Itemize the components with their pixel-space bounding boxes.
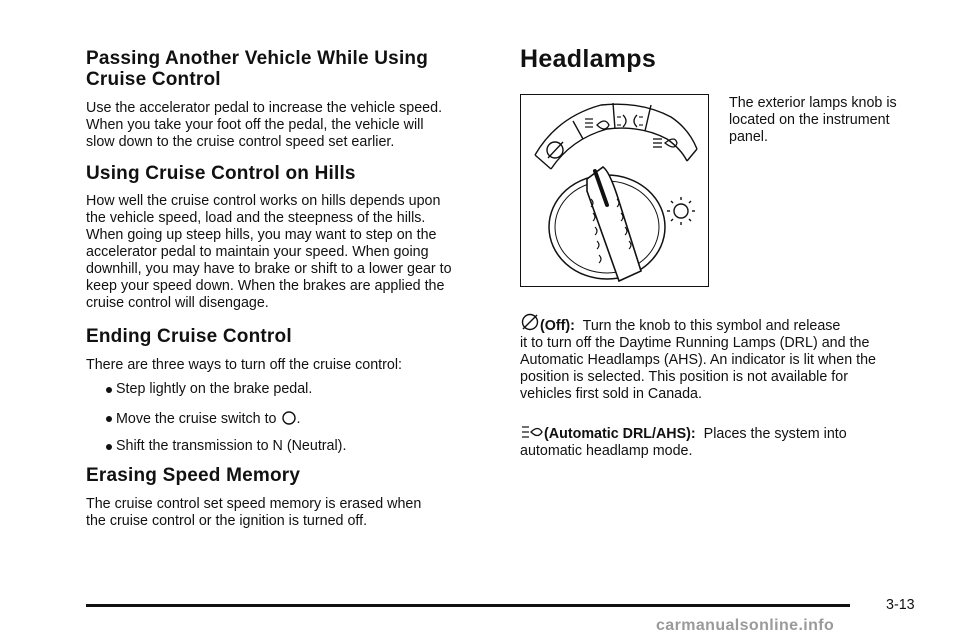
passing-heading-line2: Cruise Control: [86, 69, 221, 90]
auto-line: automatic headlamp mode.: [520, 443, 693, 459]
interior-lamp-icon: [667, 197, 695, 225]
passing-line: When you take your foot off the pedal, the vehicle will: [86, 117, 424, 133]
bullet-dot: [106, 416, 112, 422]
off-first-line: [520, 312, 920, 335]
auto-drl-icon: [520, 424, 544, 440]
bullet-text: Shift the transmission to N (Neutral).: [116, 438, 347, 454]
bullet-text: Move the cruise switch to: [116, 411, 277, 427]
bullet-dot: [106, 444, 112, 450]
bullet-text: Step lightly on the brake pedal.: [116, 381, 313, 397]
passing-line: slow down to the cruise control speed set earlier.: [86, 134, 395, 150]
ending-heading: Ending Cruise Control: [86, 326, 292, 347]
lamp-knob-figure: [520, 94, 709, 287]
hills-line: keep your speed down. When the brakes are applied the: [86, 278, 445, 294]
ending-intro: There are three ways to turn off the cruise control:: [86, 357, 403, 373]
hills-line: How well the cruise control works on hills depends upon: [86, 193, 441, 209]
off-label: (Off):: [540, 318, 575, 334]
hills-line: the vehicle speed, load and the steepness of the hills.: [86, 210, 426, 226]
hills-line: accelerator pedal to maintain your speed. When going: [86, 244, 429, 260]
off-line: vehicles first sold in Canada.: [520, 386, 702, 402]
off-line: it to turn off the Daytime Running Lamps (DRL) and the: [520, 335, 870, 351]
off-first-text: Turn the knob to this symbol and release: [582, 318, 841, 334]
knob-parking-lamps-icon: [617, 115, 643, 127]
circle-slash-icon: [520, 312, 540, 332]
passing-line: Use the accelerator pedal to increase the vehicle speed.: [86, 100, 443, 116]
auto-first-text: Places the system into: [703, 426, 847, 442]
hills-heading: Using Cruise Control on Hills: [86, 163, 356, 184]
figure-caption: [729, 95, 897, 146]
caption-line: located on the instrument: [729, 112, 890, 128]
passing-heading: [86, 48, 428, 90]
passing-heading-line1: Passing Another Vehicle While Using: [86, 48, 429, 69]
knob-auto-icon: [585, 119, 609, 129]
erasing-line: The cruise control set speed memory is erased when: [86, 496, 422, 512]
auto-label: (Automatic DRL/AHS):: [544, 426, 696, 442]
lamp-knob-illustration: [521, 95, 707, 285]
footer-rule: [86, 604, 850, 607]
hills-line: downhill, you may have to brake or shift to a lower gear to: [86, 261, 452, 277]
off-description: [520, 312, 920, 403]
cruise-off-circle-icon: [281, 410, 297, 426]
erasing-heading: Erasing Speed Memory: [86, 465, 301, 486]
auto-description: [520, 424, 920, 460]
erasing-line: the cruise control or the ignition is turned off.: [86, 513, 368, 529]
watermark: carmanualsonline.info: [656, 617, 835, 634]
passing-paragraph: [86, 100, 442, 151]
knob-headlamp-icon: [653, 139, 677, 147]
hills-line: cruise control will disengage.: [86, 295, 269, 311]
off-line: position is selected. This position is not available for: [520, 369, 848, 385]
caption-line: The exterior lamps knob is: [729, 95, 897, 111]
erasing-paragraph: [86, 496, 421, 530]
off-line: Automatic Headlamps (AHS). An indicator is lit when the: [520, 352, 876, 368]
knob-off-icon: [547, 142, 563, 158]
bullet-text-with-icon: [116, 410, 300, 428]
bullet-dot: [106, 387, 112, 393]
auto-first-line: [520, 424, 920, 443]
caption-line: panel.: [729, 129, 768, 145]
bullet-suffix: .: [296, 411, 301, 427]
headlamps-heading: Headlamps: [520, 45, 657, 73]
hills-paragraph: [86, 193, 452, 312]
hills-line: When going up steep hills, you may want to step on the: [86, 227, 437, 243]
page-number: 3-13: [886, 597, 915, 613]
